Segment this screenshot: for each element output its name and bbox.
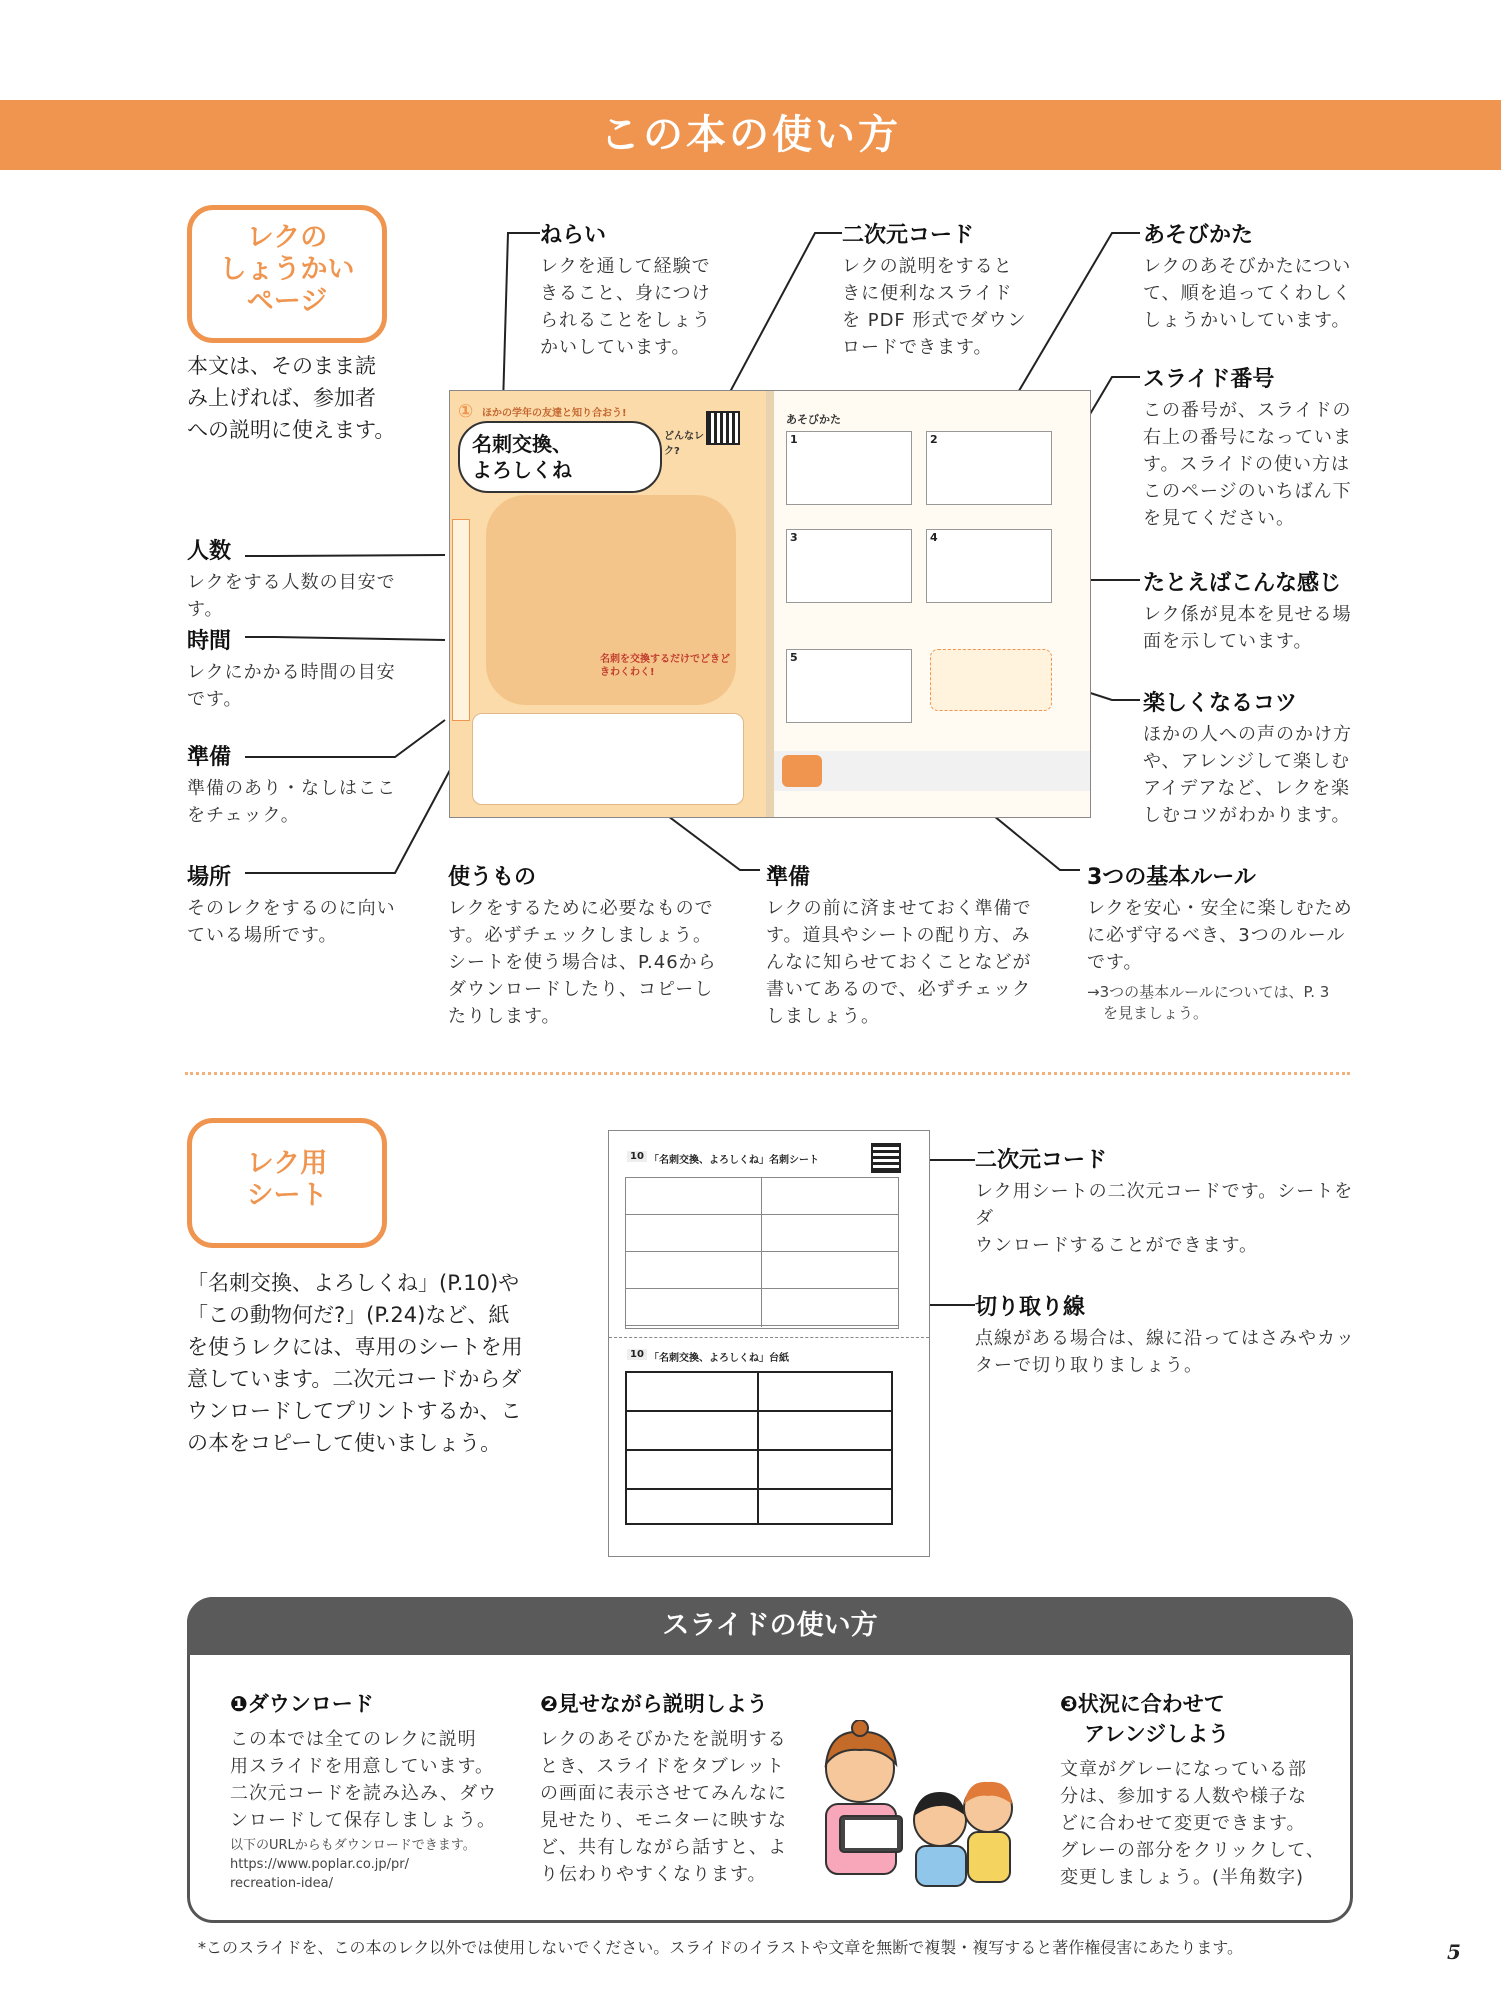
sample-step-panel bbox=[926, 529, 1052, 603]
callout-nerai bbox=[540, 218, 760, 361]
desc-line: グレーの部分をクリックして、 bbox=[1060, 1840, 1325, 1861]
sheet-cut-line bbox=[609, 1337, 929, 1338]
desc-line: す。必ずチェックしましょう。 bbox=[448, 925, 713, 946]
desc-line: や、アレンジして楽しむ bbox=[1143, 751, 1351, 772]
lead-line: を使うレクには、専用のシートを用 bbox=[187, 1335, 523, 1359]
callout-cut-line bbox=[975, 1290, 1365, 1379]
sheet-daishi-table bbox=[625, 1371, 893, 1525]
sheet-lead-text bbox=[187, 1267, 567, 1459]
callout-term: スライド番号 bbox=[1143, 367, 1275, 392]
desc-line: を PDF 形式でダウン bbox=[842, 310, 1027, 331]
desc-line: の画面に表示させてみんなに bbox=[540, 1783, 787, 1804]
desc-line: です。 bbox=[1087, 952, 1143, 973]
desc-line: て、順を追ってくわしく bbox=[1143, 283, 1352, 304]
page-number: 5 bbox=[1447, 1940, 1461, 1964]
badge-line: しょうかい bbox=[219, 254, 355, 285]
desc-line: レクの前に済ませておく準備で bbox=[766, 898, 1032, 919]
callout-term: 場所 bbox=[187, 865, 232, 890]
step-heading: ❷見せながら説明しよう bbox=[540, 1692, 768, 1716]
desc-line: 右上の番号になっていま bbox=[1143, 427, 1352, 448]
desc-line: しょうかいしています。 bbox=[1143, 310, 1351, 331]
callout-desc bbox=[1143, 253, 1373, 334]
slides-title: スライドの使い方 bbox=[662, 1610, 878, 1641]
desc-line: レクのあそびかたについ bbox=[1143, 256, 1352, 277]
desc-line: レクの説明をすると bbox=[842, 256, 1013, 277]
callout-term: 二次元コード bbox=[842, 223, 975, 248]
child-boy2-icon bbox=[964, 1782, 1012, 1882]
desc-line: ターで切り取りましょう。 bbox=[975, 1355, 1203, 1376]
callout-junbi bbox=[766, 860, 1046, 1030]
step-desc bbox=[230, 1726, 520, 1834]
desc-line: 書いてあるので、必ずチェック bbox=[766, 979, 1032, 1000]
callout-term: 準備 bbox=[766, 865, 811, 890]
lead-line: ウンロードしてプリントするか、こ bbox=[187, 1399, 522, 1423]
lead-line: 「この動物何だ?」(P.24)など、紙 bbox=[187, 1303, 510, 1327]
callout-rules bbox=[1087, 860, 1367, 1024]
badge-line: シート bbox=[246, 1180, 328, 1211]
callout-note bbox=[1087, 982, 1367, 1024]
sample-step-number: 3 bbox=[790, 531, 798, 544]
callout-term: あそびかた bbox=[1143, 223, 1254, 248]
step-heading bbox=[1060, 1688, 1330, 1748]
callout-desc bbox=[187, 895, 427, 949]
sample-title bbox=[472, 431, 572, 483]
callout-desc bbox=[187, 569, 427, 623]
callout-desc bbox=[187, 775, 427, 829]
child-boy-icon bbox=[914, 1792, 966, 1886]
callout-term: 3つの基本ルール bbox=[1087, 865, 1256, 890]
desc-line: り伝わりやすくなります。 bbox=[540, 1864, 767, 1885]
desc-line: レクにかかる時間の目安 bbox=[187, 662, 396, 683]
callout-desc bbox=[1143, 397, 1373, 532]
badge-line: ページ bbox=[246, 286, 328, 317]
desc-line: レクを安心・安全に楽しむため bbox=[1087, 898, 1353, 919]
sheet-badge-label bbox=[187, 1148, 387, 1212]
desc-line: レク用シートの二次元コードです。シートをダ bbox=[975, 1181, 1354, 1229]
callout-desc bbox=[842, 253, 1062, 361]
desc-line: 文章がグレーになっている部 bbox=[1060, 1759, 1307, 1780]
desc-line: このページのいちばん下 bbox=[1143, 481, 1352, 502]
sample-theme: ほかの学年の友達と知り合おう! bbox=[482, 408, 627, 419]
lead-line: の本をコピーして使いましょう。 bbox=[187, 1431, 502, 1455]
sample-bubble-label: どんなレク? bbox=[664, 431, 704, 457]
callout-desc bbox=[448, 895, 728, 1030]
sample-example-box bbox=[930, 649, 1052, 711]
sample-asobikata: あそびかた bbox=[786, 413, 841, 426]
desc-line: 面を示しています。 bbox=[1143, 631, 1313, 652]
callout-term: 人数 bbox=[187, 539, 232, 564]
page-title: この本の使い方 bbox=[600, 112, 901, 158]
sample-step-panel bbox=[786, 431, 912, 505]
sample-step-panel bbox=[786, 529, 912, 603]
desc-line: しむコツがわかります。 bbox=[1143, 805, 1351, 826]
callout-ninzu bbox=[187, 534, 427, 623]
download-url-link[interactable]: https://www.poplar.co.jp/pr/ bbox=[230, 1857, 409, 1872]
download-url-link[interactable]: recreation-idea/ bbox=[230, 1876, 334, 1891]
sample-spread bbox=[449, 390, 1091, 818]
callout-basho bbox=[187, 860, 427, 949]
callout-term: 準備 bbox=[187, 745, 232, 770]
sample-step-panel bbox=[926, 431, 1052, 505]
desc-line: 点線がある場合は、線に沿ってはさみやカッ bbox=[975, 1328, 1355, 1349]
callout-jikan bbox=[187, 624, 427, 713]
sample-qr-icon bbox=[706, 411, 740, 445]
sheet-num-badge: 10 bbox=[627, 1151, 647, 1162]
slides-step-download bbox=[230, 1688, 520, 1893]
note-line: →3つの基本ルールについては、P. 3 bbox=[1087, 983, 1330, 1001]
section-divider bbox=[185, 1072, 1350, 1075]
badge-line: レク用 bbox=[246, 1148, 328, 1179]
desc-line: レクを通して経験で bbox=[540, 256, 711, 277]
desc-line: レク係が見本を見せる場 bbox=[1143, 604, 1352, 625]
desc-line: たりします。 bbox=[448, 1006, 561, 1027]
children-tablet-illustration bbox=[790, 1720, 1020, 1890]
callout-desc bbox=[1087, 895, 1367, 976]
desc-line: 二次元コードを読み込み、ダウ bbox=[230, 1783, 498, 1804]
slides-step-explain bbox=[540, 1688, 820, 1888]
lead-line: 「名刺交換、よろしくね」(P.10)や bbox=[187, 1271, 520, 1295]
callout-kotsu bbox=[1143, 686, 1373, 829]
callout-desc bbox=[1143, 721, 1373, 829]
sample-step-number: 2 bbox=[930, 433, 938, 446]
sample-catch: 名刺を交換するだけでどきどきわくわく! bbox=[600, 654, 730, 678]
desc-line: に必ず守るべき、3つのルール bbox=[1087, 925, 1346, 946]
callout-desc bbox=[1143, 601, 1373, 655]
desc-line: そのレクをするのに向い bbox=[187, 898, 396, 919]
slides-step-arrange bbox=[1060, 1688, 1330, 1891]
sample-title-line: 名刺交換、 bbox=[472, 432, 572, 456]
sheet-sub-num: 10 bbox=[627, 1349, 647, 1360]
desc-line: この番号が、スライドの bbox=[1143, 400, 1352, 421]
step-desc bbox=[1060, 1756, 1330, 1891]
desc-line: レクをするために必要なもので bbox=[448, 898, 714, 919]
callout-qr bbox=[842, 218, 1062, 361]
callout-term: 二次元コード bbox=[975, 1148, 1108, 1173]
callout-junbi-check bbox=[187, 740, 427, 829]
footnote: *このスライドを、この本のレク以外では使用しないでください。スライドのイラストや文章を無断で複製・複写すると著作権侵害にあたります。 bbox=[198, 1938, 1243, 1957]
desc-line: ウンロードすることができます。 bbox=[975, 1235, 1259, 1256]
step-note bbox=[230, 1836, 520, 1893]
heading-line: ❸状況に合わせて bbox=[1060, 1692, 1225, 1716]
sheet-card-grid-divider bbox=[761, 1177, 762, 1327]
heading-line: アレンジしよう bbox=[1084, 1722, 1230, 1746]
desc-line: かいしています。 bbox=[540, 337, 691, 358]
lead-line: への説明に使えます。 bbox=[187, 418, 396, 442]
callout-sheet-qr bbox=[975, 1143, 1365, 1259]
spread-gutter bbox=[766, 391, 774, 817]
desc-line: を見てください。 bbox=[1143, 508, 1295, 529]
desc-line: アイデアなど、レクを楽 bbox=[1143, 778, 1351, 799]
desc-line: ンロードして保存しましょう。 bbox=[230, 1810, 496, 1831]
callout-tatoeba bbox=[1143, 566, 1373, 655]
sample-items-box bbox=[472, 713, 744, 805]
badge-line: レクの bbox=[246, 222, 328, 253]
sample-step-number: 5 bbox=[790, 651, 798, 664]
desc-line: しましょう。 bbox=[766, 1006, 880, 1027]
desc-line: どに合わせて変更できます。 bbox=[1060, 1813, 1306, 1834]
desc-line: きること、身につけ bbox=[540, 283, 711, 304]
step-desc bbox=[540, 1726, 820, 1888]
lead-line: 本文は、そのまま読 bbox=[187, 354, 376, 378]
desc-line: です。 bbox=[187, 689, 243, 710]
desc-line: きに便利なスライド bbox=[842, 283, 1013, 304]
desc-line: ロードできます。 bbox=[842, 337, 993, 358]
sheet-daishi-divider bbox=[757, 1371, 759, 1525]
callout-term: 使うもの bbox=[448, 865, 537, 890]
sheet-sub-title: 「名刺交換、よろしくね」台紙 bbox=[649, 1353, 789, 1364]
desc-line: す。スライドの使い方は bbox=[1143, 454, 1351, 475]
desc-line: ている場所です。 bbox=[187, 925, 338, 946]
sheet-title: 「名刺交換、よろしくね」名刺シート bbox=[649, 1155, 819, 1166]
sheet-card-grid bbox=[625, 1177, 899, 1329]
callout-desc bbox=[766, 895, 1046, 1030]
callout-term: 切り取り線 bbox=[975, 1295, 1086, 1320]
desc-line: 変更しましょう。(半角数字) bbox=[1060, 1867, 1305, 1888]
sample-side-info-icon bbox=[452, 519, 470, 721]
note-line: を見ましょう。 bbox=[1103, 1004, 1209, 1022]
sample-kotsu-tag bbox=[782, 755, 822, 787]
lesson-number-icon: ① bbox=[458, 401, 474, 422]
callout-term: ねらい bbox=[540, 223, 607, 248]
child-girl-icon bbox=[826, 1720, 902, 1874]
desc-line: レクをする人数の目安です。 bbox=[187, 572, 396, 620]
desc-line: この本では全てのレクに説明 bbox=[230, 1729, 477, 1750]
desc-line: レクのあそびかたを説明する bbox=[540, 1729, 787, 1750]
desc-line: んなに知らせておくことなどが bbox=[766, 952, 1032, 973]
callout-desc bbox=[187, 659, 427, 713]
desc-line: をチェック。 bbox=[187, 805, 300, 826]
desc-line: 分は、参加する人数や様子な bbox=[1060, 1786, 1307, 1807]
callout-term: 時間 bbox=[187, 629, 232, 654]
sample-sheet bbox=[608, 1130, 930, 1557]
lead-line: み上げれば、参加者 bbox=[187, 386, 376, 410]
callout-term: たとえばこんな感じ bbox=[1143, 571, 1342, 596]
desc-line: とき、スライドをタブレット bbox=[540, 1756, 785, 1777]
sample-step-panel bbox=[786, 649, 912, 723]
step-heading: ❶ダウンロード bbox=[230, 1692, 374, 1716]
callout-slide-number bbox=[1143, 362, 1373, 532]
sample-step-number: 4 bbox=[930, 531, 938, 544]
sample-step-number: 1 bbox=[790, 433, 798, 446]
lead-line: 意しています。二次元コードからダ bbox=[187, 1367, 522, 1391]
callout-desc bbox=[975, 1178, 1365, 1259]
desc-line: 見せたり、モニターに映すな bbox=[540, 1810, 787, 1831]
desc-line: シートを使う場合は、P.46から bbox=[448, 952, 717, 973]
sheet-qr-icon bbox=[871, 1143, 901, 1173]
note-line: 以下のURLからもダウンロードできます。 bbox=[230, 1838, 476, 1853]
desc-line: られることをしょう bbox=[540, 310, 711, 331]
callout-desc bbox=[975, 1325, 1365, 1379]
desc-line: 準備のあり・なしはここ bbox=[187, 778, 396, 799]
callout-tsukaumono bbox=[448, 860, 728, 1030]
desc-line: ダウンロードしたり、コピーし bbox=[448, 979, 714, 1000]
callout-asobikata bbox=[1143, 218, 1373, 334]
callout-term: 楽しくなるコツ bbox=[1143, 691, 1298, 716]
sample-title-line: よろしくね bbox=[472, 458, 572, 482]
desc-line: す。道具やシートの配り方、み bbox=[766, 925, 1031, 946]
desc-line: ど、共有しながら話すと、よ bbox=[540, 1837, 787, 1858]
desc-line: 用スライドを用意しています。 bbox=[230, 1756, 495, 1777]
desc-line: ほかの人への声のかけ方 bbox=[1143, 724, 1352, 745]
callout-desc bbox=[540, 253, 760, 361]
